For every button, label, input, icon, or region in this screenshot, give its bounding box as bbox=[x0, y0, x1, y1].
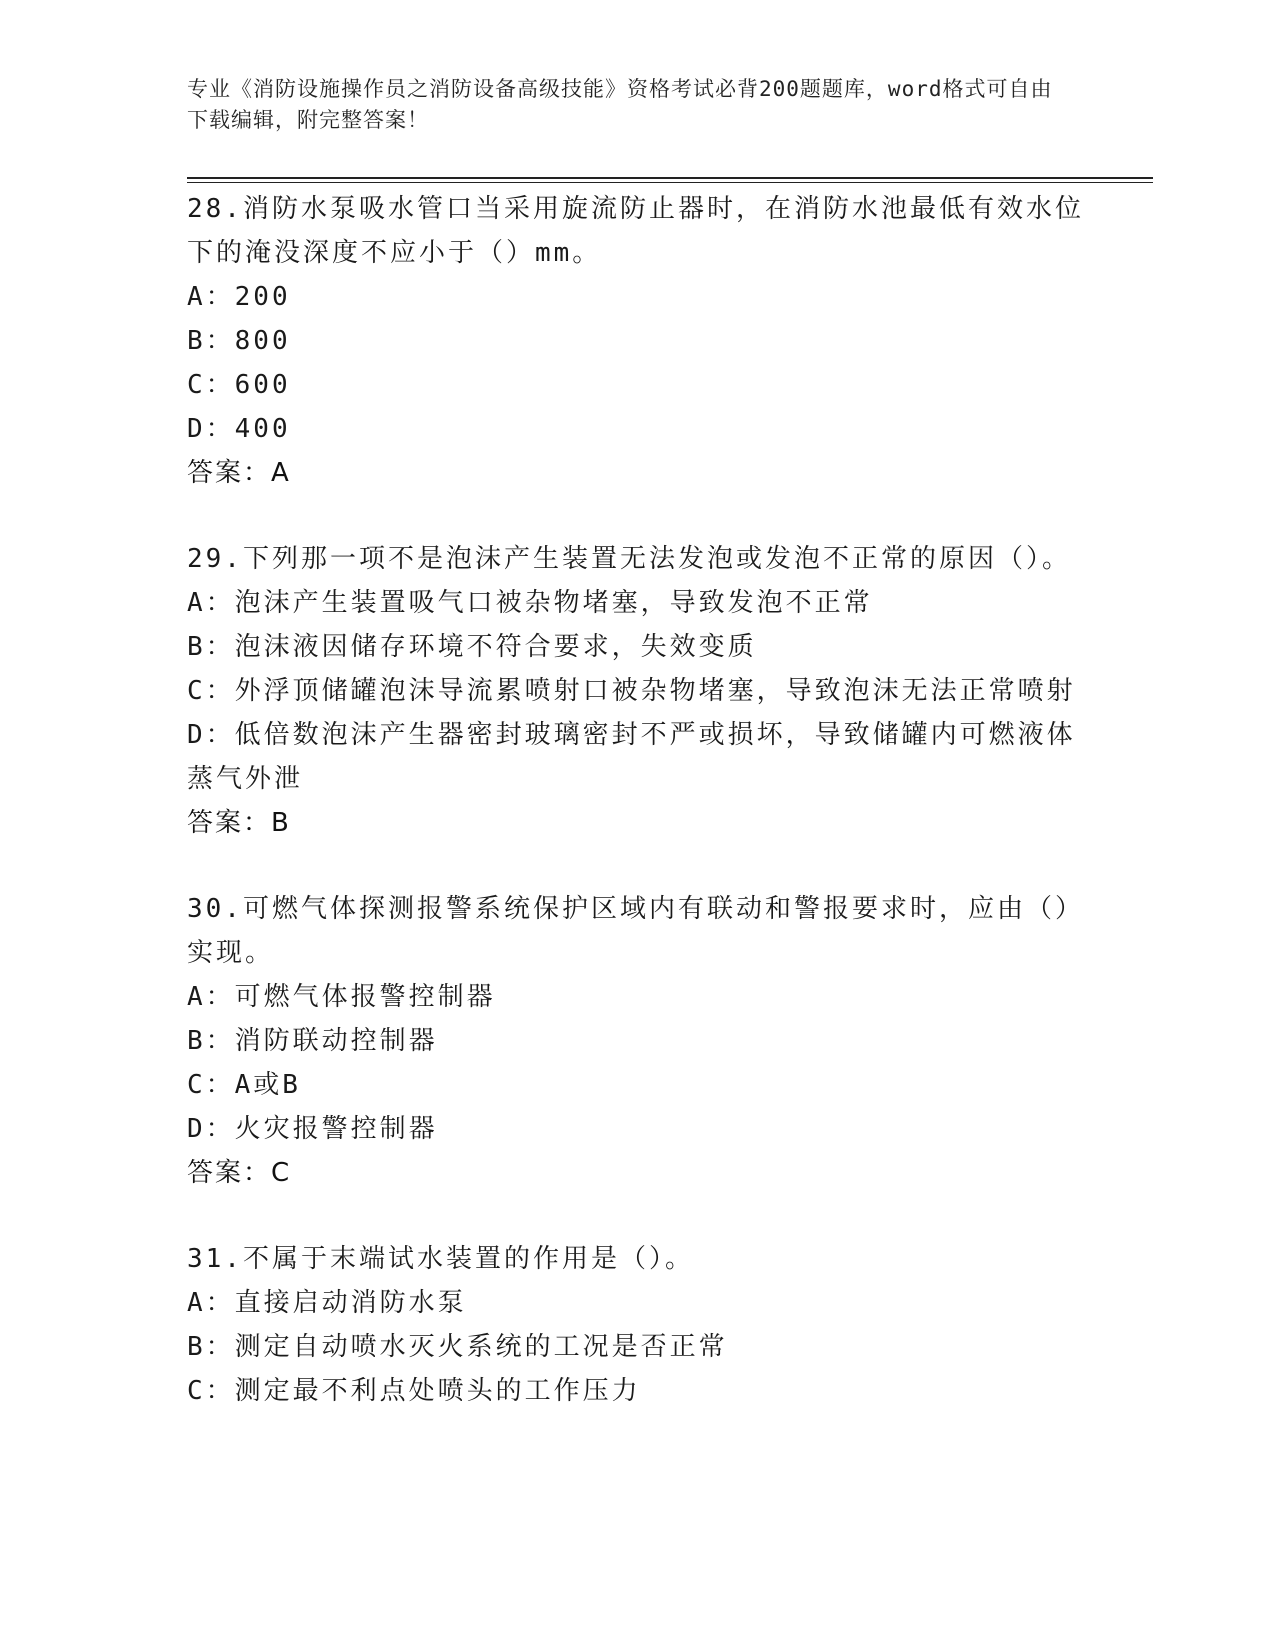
option-d: D：400 bbox=[187, 414, 291, 444]
question-stem: 31.不属于末端试水装置的作用是（）。 bbox=[187, 1244, 694, 1274]
option-b: B：800 bbox=[187, 326, 291, 356]
option-d: D：低倍数泡沫产生器密封玻璃密封不严或损坏，导致储罐内可燃液体蒸气外泄 bbox=[187, 720, 1076, 794]
option-a: A：泡沫产生装置吸气口被杂物堵塞，导致发泡不正常 bbox=[187, 588, 873, 618]
question-31 bbox=[187, 1237, 1087, 1413]
answer-line: 答案：C bbox=[187, 1158, 292, 1188]
answer-line: 答案：B bbox=[187, 808, 291, 838]
option-b: B：测定自动喷水灭火系统的工况是否正常 bbox=[187, 1332, 728, 1362]
answer-line: 答案：A bbox=[187, 458, 291, 488]
question-29 bbox=[187, 537, 1087, 845]
option-b: B：消防联动控制器 bbox=[187, 1026, 438, 1056]
header-divider bbox=[187, 177, 1153, 179]
option-c: C：外浮顶储罐泡沫导流累喷射口被杂物堵塞，导致泡沫无法正常喷射 bbox=[187, 676, 1076, 706]
spacer bbox=[187, 845, 1087, 887]
question-30 bbox=[187, 887, 1087, 1195]
option-b: B：泡沫液因储存环境不符合要求，失效变质 bbox=[187, 632, 757, 662]
option-a: A：直接启动消防水泵 bbox=[187, 1288, 467, 1318]
spacer bbox=[187, 1195, 1087, 1237]
option-d: D：火灾报警控制器 bbox=[187, 1114, 438, 1144]
page-header: 专业《消防设施操作员之消防设备高级技能》资格考试必背200题题库，word格式可自由下载编辑，附完整答案！ bbox=[187, 77, 1053, 132]
option-c: C：A或B bbox=[187, 1070, 301, 1100]
spacer bbox=[187, 495, 1087, 537]
question-stem: 30.可燃气体探测报警系统保护区域内有联动和警报要求时，应由（）实现。 bbox=[187, 894, 1084, 968]
question-stem: 28.消防水泵吸水管口当采用旋流防止器时，在消防水池最低有效水位下的淹没深度不应小于（）mm。 bbox=[187, 194, 1084, 268]
question-28 bbox=[187, 187, 1087, 495]
option-c: C：测定最不利点处喷头的工作压力 bbox=[187, 1376, 641, 1406]
option-a: A：200 bbox=[187, 282, 291, 312]
header-divider-thin bbox=[187, 182, 1153, 183]
question-list bbox=[187, 187, 1087, 1413]
option-c: C：600 bbox=[187, 370, 291, 400]
question-stem: 29.下列那一项不是泡沫产生装置无法发泡或发泡不正常的原因（）。 bbox=[187, 544, 1071, 574]
option-a: A：可燃气体报警控制器 bbox=[187, 982, 496, 1012]
